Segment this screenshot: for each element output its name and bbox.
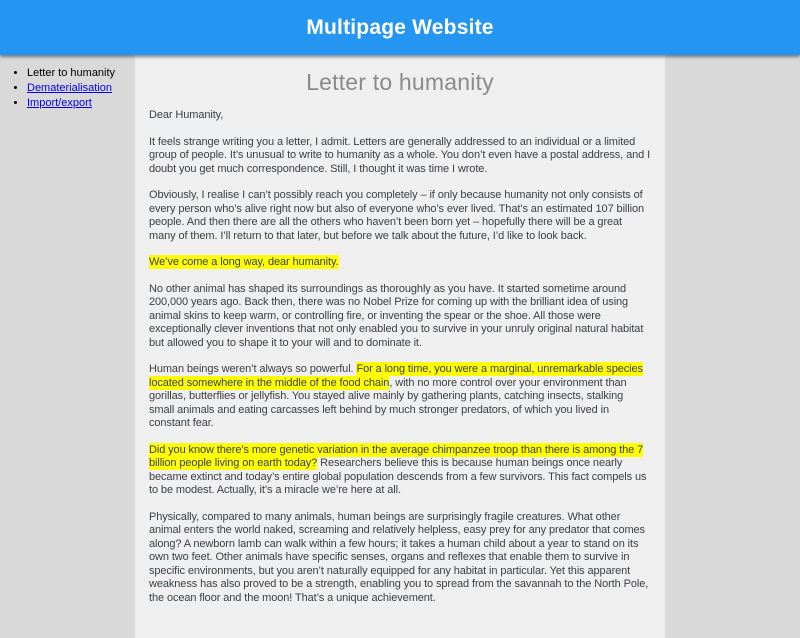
paragraph (149, 189, 651, 243)
paragraph (149, 283, 651, 351)
paragraph-text: It feels strange writing you a letter, I admit. Letters are generally addressed to an individual or a limited group of people. It’s unusual to write to humanity as a whole. You don’t even have a postal address, and I doubt you get much correspondence. Still, I thought it was time I wrote. (149, 135, 651, 175)
paragraph (149, 109, 651, 123)
highlighted-text: For a long time, you were a marginal, unremarkable species located somewhere in the middle of the food chain (149, 363, 643, 389)
paragraph-text: Dear Humanity, (149, 109, 224, 121)
paragraph-text: , with no more control over your environment than gorillas, butterflies or jellyfish. You stayed alive mainly by gathering plants, catching insects, stalking small animals and eating carcasses left behind by much stronger predators, of which you lived in constant fear. (149, 376, 627, 429)
paragraph-text: No other animal has shaped its surroundings as thoroughly as you have. It started sometime around 200,000 years ago. Back then, there was no Nobel Prize for coming up with the brilliant idea of using animal skins to keep warm, or controlling fire, or inventing the spear or the shoe. All those were exceptionally clever inventions that not only enabled you to survive in your unruly original natural habitat but allowed you to shape it to your will and to dominate it. (149, 282, 644, 349)
sidebar-nav (0, 55, 135, 638)
highlighted-text: Did you know there’s more genetic variation in the average chimpanzee troop than there is among the 7 billion people living on earth today? (149, 443, 644, 469)
paragraph (149, 256, 651, 270)
page-title: Letter to humanity (306, 69, 494, 95)
site-title: Multipage Website (306, 15, 494, 39)
paragraph-text: Human beings weren’t always so powerful. (149, 363, 357, 375)
sidebar-item (27, 97, 135, 109)
paragraph-text: Obviously, I realise I can’t possibly reach you completely – if only because humanity not only consists of every person who’s alive right now but also of everyone who’s ever lived. That’s an estimated 107 billion people. And then there are all the others who haven’t been born yet – hopefully there will be a great many of them. I’ll return to that later, but before we talk about the future, I’d like to look back. (149, 189, 644, 242)
app-header (0, 0, 800, 55)
sidebar-item (27, 67, 135, 79)
sidebar-link[interactable]: Dematerialisation (27, 82, 112, 94)
right-filler (665, 55, 800, 638)
sidebar-nav-list (0, 67, 135, 109)
sidebar-item (27, 82, 135, 94)
paragraph (149, 363, 651, 431)
sidebar-link[interactable]: Import/export (27, 97, 92, 109)
highlighted-text: We’ve come a long way, dear humanity. (149, 256, 339, 268)
paragraph (149, 511, 651, 606)
paragraph (149, 136, 651, 177)
paragraph (149, 444, 651, 498)
paragraph-text: Physically, compared to many animals, human beings are surprisingly fragile creatures. What other animal enters the world naked, screaming and relatively helpless, easy prey for any predator that comes along? A newborn lamb can walk within a few hours; it takes a human child about a year to stand on its own two feet. Other animals have specific senses, organs and reflexes that enable them to survive in specific environments, but you aren’t naturally equipped for any habitat in particular. Yet this apparent weakness has also proved to be a strength, enabling you to spread from the savannah to the North Pole, the ocean floor and the moon! That’s a unique achievement. (149, 510, 649, 604)
letter-body (149, 109, 651, 605)
page-body (0, 55, 800, 638)
sidebar-current-page-label: Letter to humanity (27, 67, 116, 79)
paragraph-text: Researchers believe this is because human beings once nearly became extinct and today’s entire global population descends from a few survivors. This fact compels us to be modest. Actually, it’s a miracle we’re here at all. (149, 457, 647, 496)
content-column (135, 55, 665, 638)
